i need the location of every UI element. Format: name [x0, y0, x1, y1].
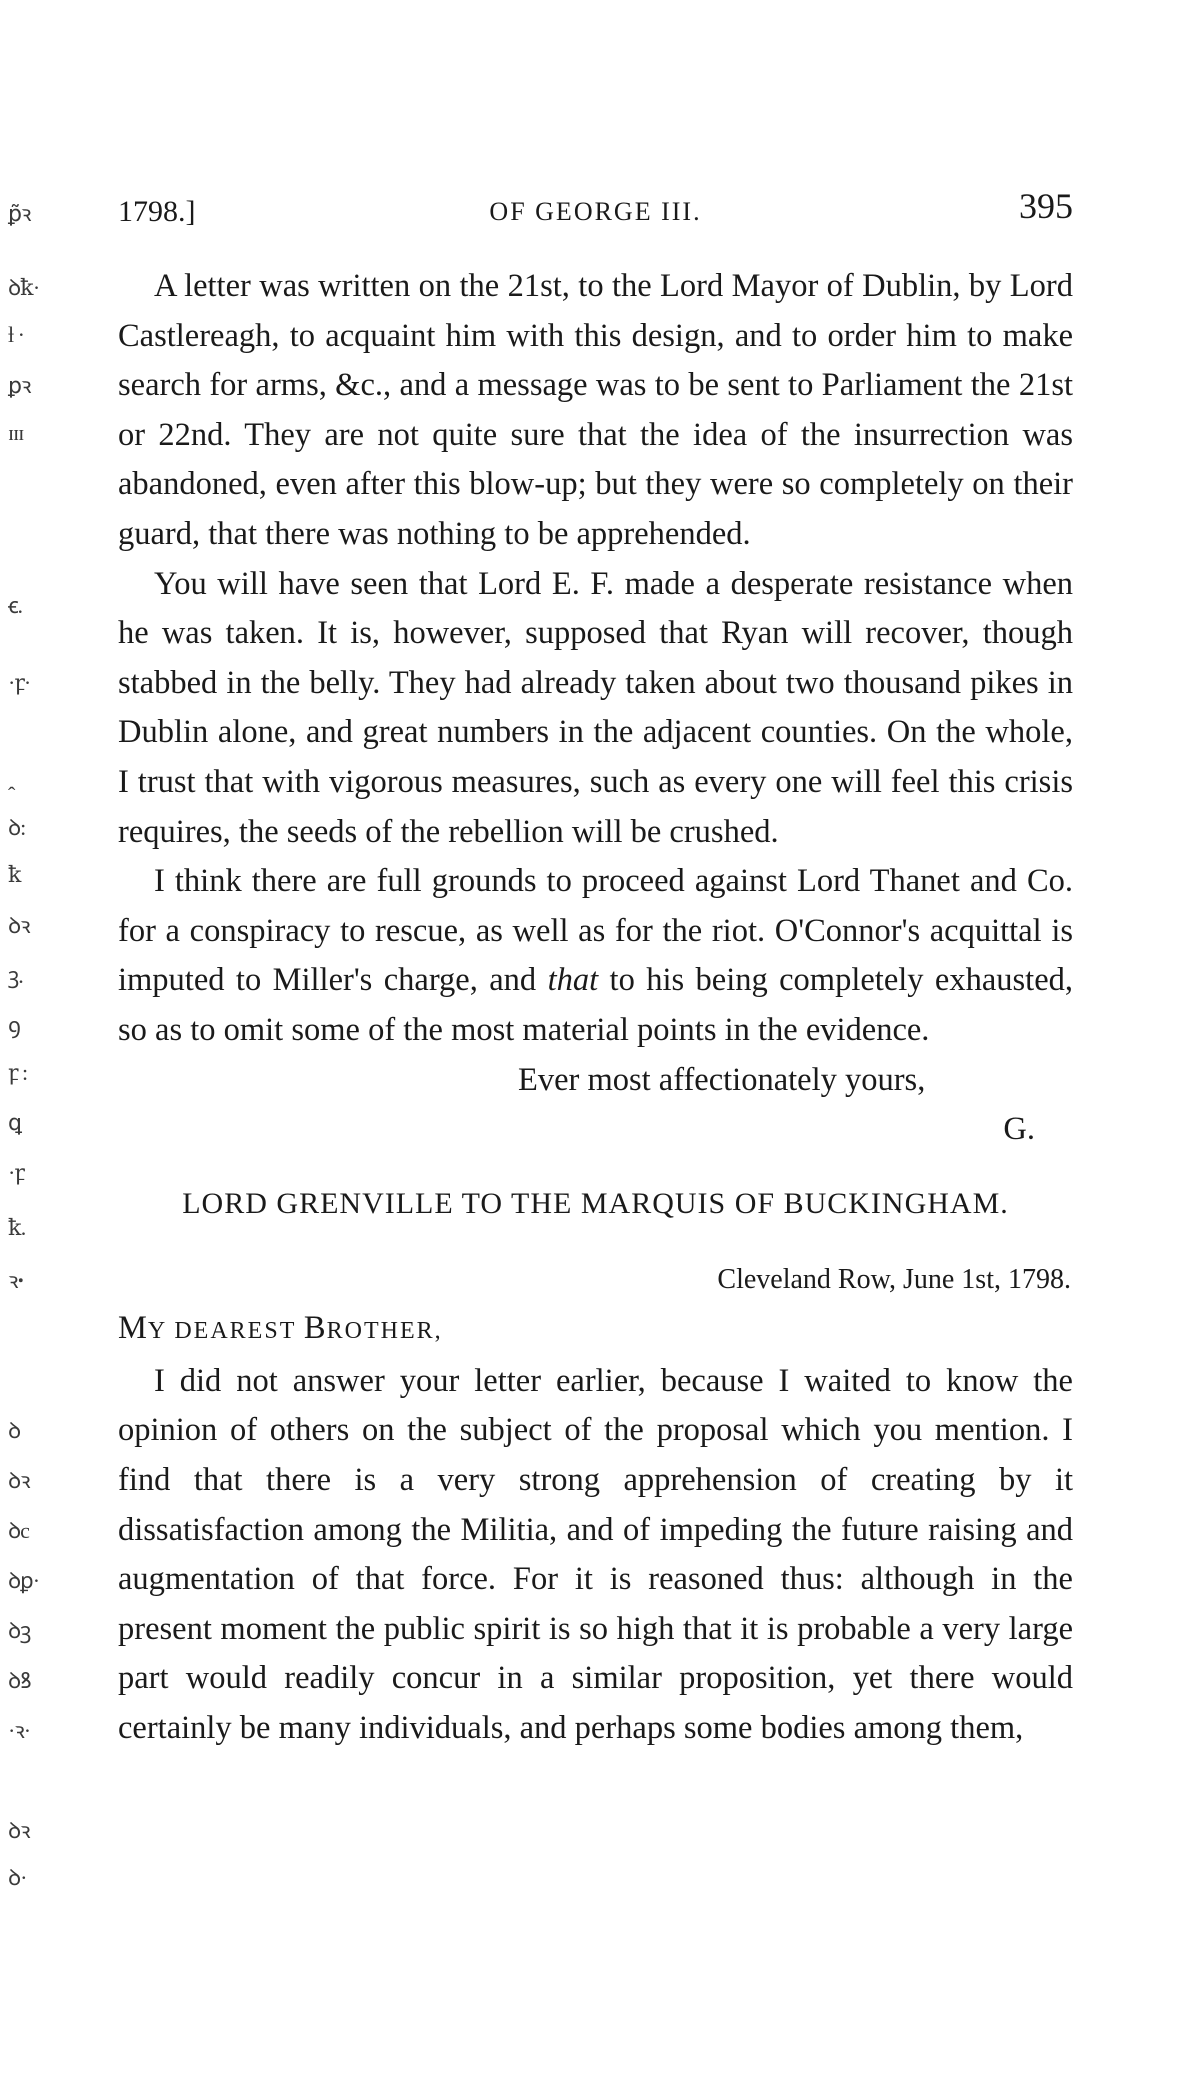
body-text [118, 262, 1073, 1754]
margin-mark: ꝺ· [8, 1865, 27, 1890]
paragraph-text: to his being completely exhausted, so as to omit some of the most material points in the evidence. [118, 962, 1073, 1048]
margin-mark: ꝺꝑ· [8, 1568, 40, 1593]
running-head [118, 186, 1073, 235]
margin-mark: ꝛꞏ [8, 1268, 24, 1293]
page-number: 395 [1019, 186, 1073, 226]
italic-word: that [547, 962, 599, 999]
margin-mark: ꝫ. [8, 963, 23, 988]
margin-mark: ꝺ: [8, 815, 26, 840]
margin-mark: ꝺꝁ· [8, 275, 40, 300]
paragraph: You will have seen that Lord E. F. made a desperate resistance when he was taken. It is, however, supposed that Ryan will recover, though stabbed in the belly. They had already taken about two thousand pikes in Dublin alone, and great numbers in the adjacent counties. On the whole, I trust that with vigorous measures, such as every one will feel this crisis requires, the seeds of the rebellion will be crushed. [118, 565, 1073, 850]
margin-mark: ꝑ̃ꝛ [8, 201, 31, 226]
margin-mark: ·ꝼ [8, 1160, 24, 1185]
letter-heading: LORD GRENVILLE TO THE MARQUIS OF BUCKINGHAM. [182, 1186, 1009, 1220]
margin-mark: ·ꝛ· [8, 1718, 31, 1743]
margin-mark: ꞓ. [8, 593, 23, 618]
running-head-year: 1798.] [118, 195, 196, 228]
letter-sign-off: Ever most affectionately yours, [518, 1061, 926, 1098]
running-head-title: OF GEORGE III. [489, 197, 702, 226]
margin-mark: ꝯ [8, 1013, 20, 1038]
salutation-cap: B [303, 1310, 327, 1347]
margin-mark: ꞈ [8, 765, 15, 790]
margin-mark: ·ꝼ· [8, 670, 31, 695]
letter-salutation [118, 1304, 1073, 1357]
margin-mark: ꝺꝛ [8, 913, 30, 938]
margin-mark: ꝺꝛ [8, 1818, 30, 1843]
margin-mark: ꝺ [8, 1418, 21, 1443]
margin-bleed-marks [0, 0, 70, 2078]
paragraph: A letter was written on the 21st, to the Lord Mayor of Dublin, by Lord Castlereagh, to acquaint him with this design, and to order him to make search for arms, &c., and a message was to be sent to Parliament the 21st or 22nd. They are not quite sure that the idea of the insurrection was abandoned, even after this blow-up; but they were so completely on their guard, that there was nothing to be apprehended. [118, 268, 1073, 552]
letter-dateline: Cleveland Row, June 1st, 1798. [717, 1263, 1071, 1295]
salutation-smallcaps: ROTHER, [326, 1318, 443, 1345]
margin-mark: ꝑꝛ [8, 373, 31, 398]
salutation-smallcaps: Y DEAREST [147, 1318, 304, 1345]
margin-mark: ꝺc [8, 1518, 29, 1543]
salutation-cap: M [118, 1310, 148, 1347]
margin-mark: ꝺꝸ [8, 1668, 31, 1693]
margin-mark: ꝗ [8, 1110, 21, 1135]
margin-mark: ɪɪɪ [8, 420, 24, 445]
margin-mark: ƚ · [8, 322, 24, 347]
margin-mark: ꝁ [8, 862, 21, 887]
margin-mark: ꝁ. [8, 1215, 26, 1240]
paragraph-text: I think there are full grounds to proceed against Lord Thanet and Co. for a conspiracy to rescue, as well as for the riot. O'Connor's acquittal is imputed to Miller's charge, and [118, 863, 1073, 999]
letter-signature: G. [1003, 1111, 1035, 1148]
paragraph [118, 857, 1073, 1055]
paragraph: I did not answer your letter earlier, because I waited to know the opinion of others on the subject of the proposal which you mention. I find that there is a very strong apprehension of creating by it dissatisfaction among the Militia, and of impeding the future raising and augmentation of that force. For it is reasoned thus: although in the present moment the public spirit is so high that it is probable a very large part would readily concur in a similar proposition, yet there would certainly be many individuals, and perhaps some bodies among them, [118, 1362, 1073, 1747]
margin-mark: ꝺꝛ [8, 1468, 30, 1493]
margin-mark: ꝺꝫ [8, 1618, 31, 1643]
margin-mark: ꝼ : [8, 1060, 28, 1085]
